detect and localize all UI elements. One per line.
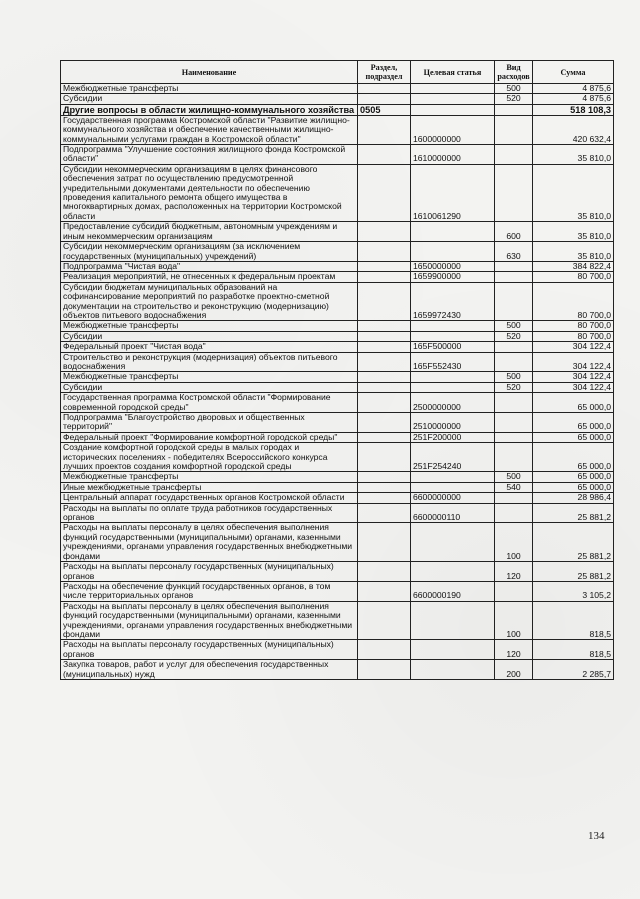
- row-section: [358, 272, 411, 282]
- table-row: [61, 413, 614, 433]
- row-target: 1650000000: [411, 261, 495, 271]
- row-name: Федеральный проект "Чистая вода": [61, 342, 358, 352]
- row-kind: 630: [495, 242, 533, 262]
- row-kind: 100: [495, 601, 533, 640]
- table-row: [61, 393, 614, 413]
- row-sum: 25 881,2: [533, 523, 614, 562]
- row-name: Расходы на выплаты персоналу в целях обеспечения выполнения функций государственными (муниципальными) органами, казенными учреждениями, органами управления государственных внебюджетными фондами: [61, 601, 358, 640]
- row-kind: 600: [495, 222, 533, 242]
- row-kind: 500: [495, 84, 533, 94]
- row-kind: 520: [495, 382, 533, 392]
- table-row: [61, 331, 614, 341]
- row-target: 6600000000: [411, 493, 495, 503]
- table-row: [61, 282, 614, 321]
- row-kind: [495, 493, 533, 503]
- row-kind: [495, 104, 533, 115]
- row-target: [411, 222, 495, 242]
- row-kind: [495, 342, 533, 352]
- row-name: Создание комфортной городской среды в малых городах и исторических поселениях - победителях Всероссийского конкурса лучших проектов создания комфортной городской среды: [61, 443, 358, 472]
- row-section: [358, 523, 411, 562]
- row-sum: 2 285,7: [533, 660, 614, 680]
- row-name: Центральный аппарат государственных органов Костромской области: [61, 493, 358, 503]
- table-row: [61, 503, 614, 523]
- row-target: 1600000000: [411, 115, 495, 144]
- table-row: [61, 115, 614, 144]
- row-name: Подпрограмма "Благоустройство дворовых и общественных территорий": [61, 413, 358, 433]
- row-kind: [495, 352, 533, 372]
- row-name: Межбюджетные трансферты: [61, 372, 358, 382]
- row-section: [358, 115, 411, 144]
- row-name: Субсидии некоммерческим организациям (за исключением государственных (муниципальных) учреждений): [61, 242, 358, 262]
- row-target: [411, 104, 495, 115]
- row-section: [358, 413, 411, 433]
- row-kind: [495, 443, 533, 472]
- row-target: 165F552430: [411, 352, 495, 372]
- row-target: 1659900000: [411, 272, 495, 282]
- row-sum: 80 700,0: [533, 272, 614, 282]
- row-kind: [495, 272, 533, 282]
- row-kind: 520: [495, 94, 533, 104]
- page-number: 134: [588, 830, 605, 842]
- row-sum: 304 122,4: [533, 372, 614, 382]
- row-section: [358, 145, 411, 165]
- row-target: 251F200000: [411, 432, 495, 442]
- row-sum: 4 875,6: [533, 84, 614, 94]
- row-section: [358, 581, 411, 601]
- row-target: [411, 84, 495, 94]
- row-kind: [495, 503, 533, 523]
- row-sum: 304 122,4: [533, 342, 614, 352]
- row-name: Расходы на выплаты персоналу государственных (муниципальных) органов: [61, 562, 358, 582]
- table-row: [61, 342, 614, 352]
- row-sum: 818,5: [533, 601, 614, 640]
- row-section: 0505: [358, 104, 411, 115]
- row-sum: 420 632,4: [533, 115, 614, 144]
- row-section: [358, 493, 411, 503]
- table-row: [61, 242, 614, 262]
- row-sum: 25 881,2: [533, 562, 614, 582]
- row-name: Межбюджетные трансферты: [61, 84, 358, 94]
- row-section: [358, 321, 411, 331]
- row-section: [358, 282, 411, 321]
- table-row: [61, 84, 614, 94]
- table-row: [61, 321, 614, 331]
- row-kind: 100: [495, 523, 533, 562]
- row-section: [358, 640, 411, 660]
- row-kind: 540: [495, 482, 533, 492]
- row-name: Подпрограмма "Чистая вода": [61, 261, 358, 271]
- row-section: [358, 393, 411, 413]
- row-kind: [495, 164, 533, 221]
- row-name: Подпрограмма "Улучшение состояния жилищного фонда Костромской области": [61, 145, 358, 165]
- row-name: Межбюджетные трансферты: [61, 321, 358, 331]
- row-target: [411, 331, 495, 341]
- row-target: [411, 523, 495, 562]
- row-section: [358, 84, 411, 94]
- row-name: Субсидии некоммерческим организациям в целях финансового обеспечения затрат по осуществлению предусмотренной учредительными документами деятельности по обеспечению проведения капитального ремонта общего имущества в многоквартирных домах, расположенных на территории Костромской области: [61, 164, 358, 221]
- row-name: Субсидии: [61, 382, 358, 392]
- row-target: [411, 562, 495, 582]
- table-row: [61, 601, 614, 640]
- table-row: [61, 145, 614, 165]
- row-kind: [495, 432, 533, 442]
- table-row: [61, 562, 614, 582]
- row-section: [358, 164, 411, 221]
- row-sum: 35 810,0: [533, 164, 614, 221]
- row-name: Предоставление субсидий бюджетным, автономным учреждениям и иным некоммерческим организациям: [61, 222, 358, 242]
- row-target: 165F500000: [411, 342, 495, 352]
- table-row: [61, 382, 614, 392]
- row-name: Расходы на выплаты персоналу в целях обеспечения выполнения функций государственными (муниципальными) органами, казенными учреждениями, органами управления государственных внебюджетными фондами: [61, 523, 358, 562]
- row-sum: 65 000,0: [533, 432, 614, 442]
- row-kind: [495, 282, 533, 321]
- row-section: [358, 242, 411, 262]
- row-name: Другие вопросы в области жилищно-коммунального хозяйства: [61, 104, 358, 115]
- table-row: [61, 164, 614, 221]
- table-row: [61, 432, 614, 442]
- row-target: [411, 472, 495, 482]
- budget-table: [60, 60, 614, 680]
- row-section: [358, 382, 411, 392]
- row-name: Реализация мероприятий, не отнесенных к федеральным проектам: [61, 272, 358, 282]
- row-kind: 500: [495, 372, 533, 382]
- row-name: Расходы на обеспечение функций государственных органов, в том числе территориальных органов: [61, 581, 358, 601]
- row-target: [411, 482, 495, 492]
- row-target: [411, 640, 495, 660]
- row-kind: [495, 115, 533, 144]
- table-row: [61, 493, 614, 503]
- row-target: 251F254240: [411, 443, 495, 472]
- row-sum: 25 881,2: [533, 503, 614, 523]
- table-row: [61, 482, 614, 492]
- row-name: Расходы на выплаты персоналу государственных (муниципальных) органов: [61, 640, 358, 660]
- row-target: 2500000000: [411, 393, 495, 413]
- row-target: [411, 242, 495, 262]
- row-sum: 65 000,0: [533, 472, 614, 482]
- row-target: [411, 372, 495, 382]
- row-section: [358, 601, 411, 640]
- table-row: [61, 222, 614, 242]
- row-name: Закупка товаров, работ и услуг для обеспечения государственных (муниципальных) нужд: [61, 660, 358, 680]
- row-name: Строительство и реконструкция (модернизация) объектов питьевого водоснабжения: [61, 352, 358, 372]
- row-kind: 520: [495, 331, 533, 341]
- table-row: [61, 372, 614, 382]
- row-name: Субсидии: [61, 331, 358, 341]
- row-section: [358, 372, 411, 382]
- row-kind: [495, 261, 533, 271]
- header-sum: Сумма: [533, 61, 614, 84]
- header-section: Раздел, подраздел: [358, 61, 411, 84]
- row-section: [358, 562, 411, 582]
- row-name: Федеральный проект "Формирование комфортной городской среды": [61, 432, 358, 442]
- row-section: [358, 94, 411, 104]
- row-sum: 80 700,0: [533, 321, 614, 331]
- row-name: Государственная программа Костромской области "Развитие жилищно-коммунального хозяйства и обеспечение качественными жилищно-коммунальными услугами граждан в Костромской области": [61, 115, 358, 144]
- row-name: Расходы на выплаты по оплате труда работников государственных органов: [61, 503, 358, 523]
- row-sum: 304 122,4: [533, 382, 614, 392]
- row-target: [411, 321, 495, 331]
- row-sum: 35 810,0: [533, 242, 614, 262]
- row-kind: 500: [495, 472, 533, 482]
- row-target: 1610000000: [411, 145, 495, 165]
- row-sum: 35 810,0: [533, 222, 614, 242]
- row-sum: 3 105,2: [533, 581, 614, 601]
- row-kind: 500: [495, 321, 533, 331]
- row-kind: [495, 581, 533, 601]
- table-row: [61, 660, 614, 680]
- row-target: 1659972430: [411, 282, 495, 321]
- row-sum: 65 000,0: [533, 482, 614, 492]
- table-row: [61, 640, 614, 660]
- row-name: Межбюджетные трансферты: [61, 472, 358, 482]
- row-section: [358, 331, 411, 341]
- row-kind: [495, 413, 533, 433]
- header-name: Наименование: [61, 61, 358, 84]
- row-kind: [495, 145, 533, 165]
- row-sum: 518 108,3: [533, 104, 614, 115]
- table-row: [61, 94, 614, 104]
- row-section: [358, 472, 411, 482]
- table-row: [61, 272, 614, 282]
- row-sum: 304 122,4: [533, 352, 614, 372]
- row-target: 2510000000: [411, 413, 495, 433]
- row-sum: 65 000,0: [533, 413, 614, 433]
- row-section: [358, 482, 411, 492]
- row-sum: 80 700,0: [533, 282, 614, 321]
- row-name: Иные межбюджетные трансферты: [61, 482, 358, 492]
- row-sum: 65 000,0: [533, 393, 614, 413]
- table-row: [61, 472, 614, 482]
- row-sum: 4 875,6: [533, 94, 614, 104]
- row-section: [358, 352, 411, 372]
- row-kind: 120: [495, 640, 533, 660]
- table-row: [61, 104, 614, 115]
- row-section: [358, 261, 411, 271]
- row-sum: 384 822,4: [533, 261, 614, 271]
- header-target: Целевая статья: [411, 61, 495, 84]
- row-target: [411, 601, 495, 640]
- table-row: [61, 352, 614, 372]
- row-section: [358, 342, 411, 352]
- row-sum: 818,5: [533, 640, 614, 660]
- table-row: [61, 443, 614, 472]
- row-kind: 200: [495, 660, 533, 680]
- table-row: [61, 523, 614, 562]
- row-target: [411, 382, 495, 392]
- row-name: Субсидии: [61, 94, 358, 104]
- row-kind: 120: [495, 562, 533, 582]
- row-target: 6600000110: [411, 503, 495, 523]
- table-header-row: [61, 61, 614, 84]
- row-target: 6600000190: [411, 581, 495, 601]
- row-section: [358, 222, 411, 242]
- row-target: [411, 660, 495, 680]
- row-sum: 65 000,0: [533, 443, 614, 472]
- table-row: [61, 581, 614, 601]
- row-section: [358, 443, 411, 472]
- row-kind: [495, 393, 533, 413]
- row-section: [358, 503, 411, 523]
- row-section: [358, 660, 411, 680]
- row-target: 1610061290: [411, 164, 495, 221]
- row-section: [358, 432, 411, 442]
- row-sum: 28 986,4: [533, 493, 614, 503]
- table-row: [61, 261, 614, 271]
- row-sum: 35 810,0: [533, 145, 614, 165]
- row-sum: 80 700,0: [533, 331, 614, 341]
- row-name: Субсидии бюджетам муниципальных образований на софинансирование мероприятий по разработке проектно-сметной документации на строительство и реконструкцию (модернизацию) объектов питьевого водоснабжения: [61, 282, 358, 321]
- header-kind: Вид расходов: [495, 61, 533, 84]
- row-target: [411, 94, 495, 104]
- row-name: Государственная программа Костромской области "Формирование современной городской среды": [61, 393, 358, 413]
